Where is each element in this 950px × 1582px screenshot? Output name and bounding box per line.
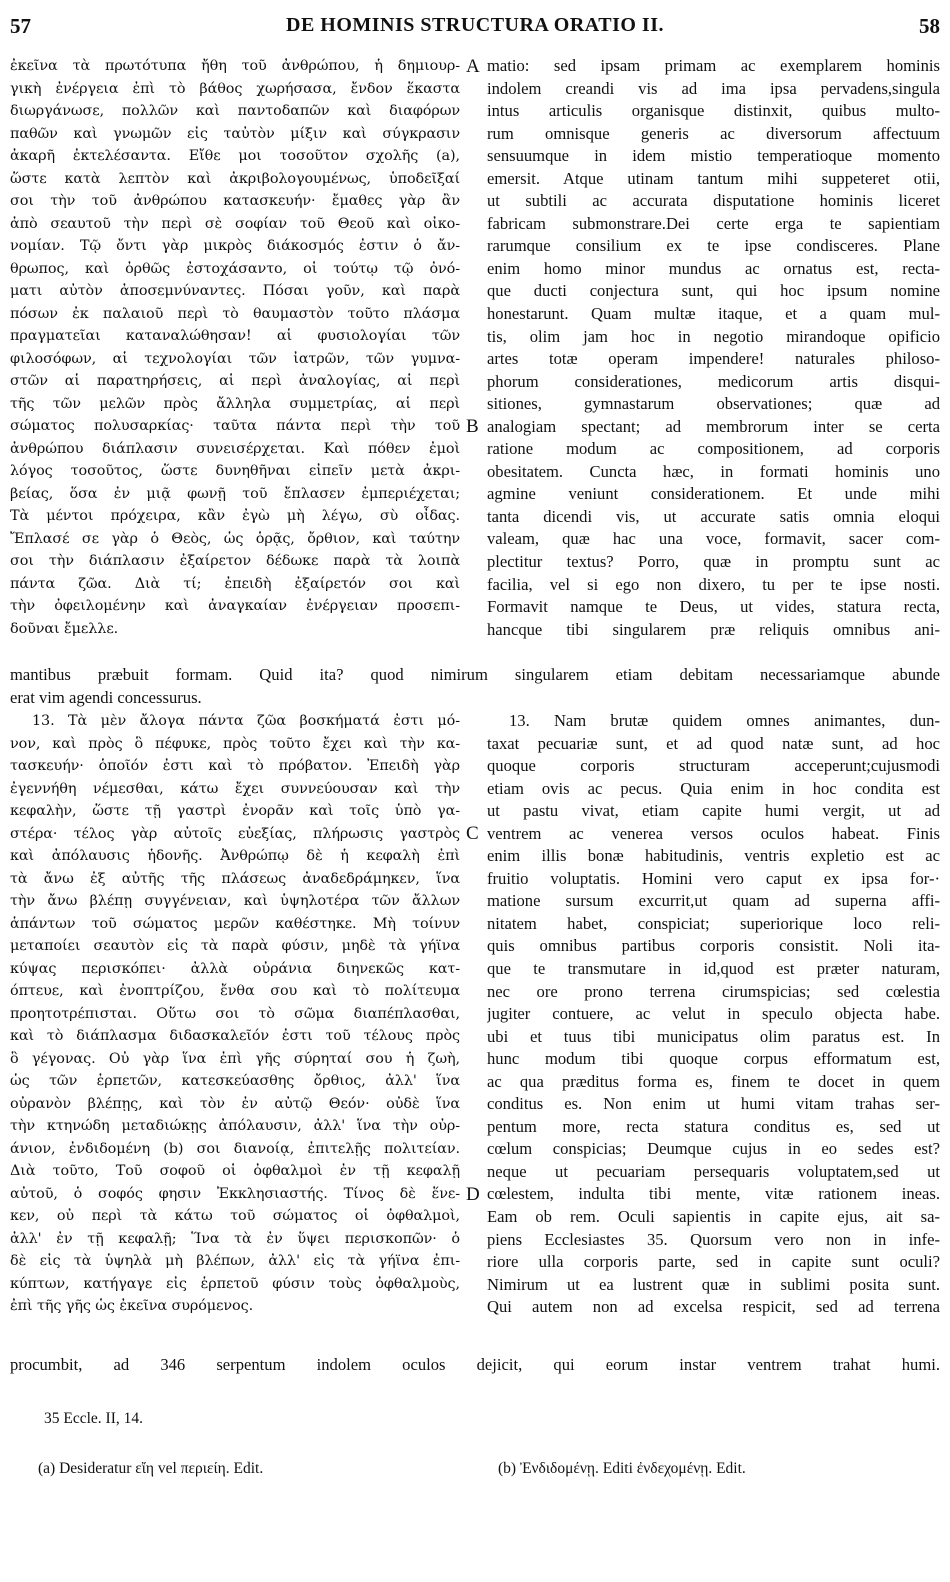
latin-bottom-line: nitatem habet, conspiciat; superiorique loco reli-: [487, 913, 940, 933]
footnote-b: (b) Ἐνδιδομένῃ. Editi ἐνδεχομένῃ. Edit.: [498, 1460, 746, 1477]
latin-top-line: intus articulis organisque distinxit, quibus multo-: [487, 101, 940, 121]
greek-bottom-line: τασκευήν· ὁποῖόν ἐστι καὶ τὸ πρόβατον. Ἐπειδὴ γὰρ: [10, 758, 460, 774]
latin-bottom-line: ventrem ac venerea versos oculos habeat. Finis: [487, 823, 940, 843]
latin-bottom-line: ut pastu vivat, etiam capite humi vergit, ut ad: [487, 801, 940, 821]
latin-top-line: que ducti conjectura sunt, qui hoc ipsum nomine: [487, 281, 940, 301]
latin-bottom-line: Qui autem non ad excelsa respicit, sed ad terrena: [487, 1297, 940, 1317]
greek-top-line: βείας, ὅσα ἐν μιᾷ φωνῇ τοῦ ἔπλασεν ἐμπεριέχεται;: [10, 485, 460, 502]
running-title: DE HOMINIS STRUCTURA ORATIO II.: [286, 14, 664, 36]
latin-top-line: sensuumque in idem mistio temperatioque momento: [487, 146, 940, 166]
footnote-a: (a) Desideratur εἴη vel περιείη. Edit.: [38, 1460, 264, 1477]
latin-bottom-line: jugiter contuere, ac velut in speculo objecta habe.: [487, 1004, 940, 1024]
greek-top-line: δοῦναι ἔμελλε.: [10, 620, 119, 637]
latin-top-line: emersit. Atque utinam tantum mihi suppeteret otii,: [487, 168, 940, 188]
latin-top-line: facilia, vel si ego non dixero, tu per te ipse nosti.: [487, 574, 940, 594]
greek-column-bottom: [10, 710, 460, 1318]
latin-top-line: analogiam spectant; ad membrorum inter se certa: [487, 416, 940, 436]
greek-bottom-line: άνιον, ἐνδιδομένη (b) σοι διανοίᾳ, ἐπιτελῇς πολιτείαν.: [10, 1140, 460, 1157]
right-page-number: 58: [919, 14, 940, 38]
greek-bottom-line: ὡς τῶν ἑρπετῶν, κατεσκεύασθης ὄρθιος, ἀλλ' ἵνα: [10, 1073, 460, 1089]
latin-bottom-line: cœlum conspicias; Deumque cujus in eo sedes est?: [487, 1139, 940, 1159]
full-width-closing-line: procumbit, ad 346 serpentum indolem oculos dejicit, qui eorum instar ventrem trahat humi.: [10, 1355, 940, 1374]
greek-top-line: πόσων ἐκ παλαιοῦ περὶ τὸ θαυμαστὸν τοῦτο πλάσμα: [10, 305, 460, 322]
greek-bottom-line: όπτευε, καὶ ἐνοπτρίζου, ἔνθα σου καὶ τὸ πολίτευμα: [10, 983, 460, 999]
greek-bottom-line: κύπτων, κατήγαγε εἰς ἑρπετοῦ φύσιν τοὺς ὀφθαλμοὺς,: [10, 1275, 460, 1292]
latin-bottom-line: nec ore prono terrena cirumspicias; sed cœlestia: [487, 981, 940, 1001]
greek-top-line: πάντα ζῶα. Διὰ τί; ἐπειδὴ ἐξαίρετόν σοι καὶ: [10, 575, 460, 592]
latin-top-line: honestarunt. Quam multæ itaque, et a quam mul-: [487, 304, 940, 324]
greek-bottom-line: μεταποίει σεαυτὸν εἰς τὰ παρὰ φύσιν, μηδὲ τὰ γήϊνα: [10, 938, 460, 954]
latin-bottom-line: pentum more, recta statura conditus es, sed ut: [487, 1116, 940, 1136]
margin-marker-c: C: [466, 823, 479, 844]
greek-top-line: σοι τὴν διάπλασιν ἐξαίρετον δέδωκε παρὰ τὰ λοιπὰ: [10, 553, 460, 569]
latin-bottom-line: hunc modum tibi quoque corpus efformatum est,: [487, 1049, 940, 1069]
latin-top-line: enim homo minor mundus ac ornatus est, recta-: [487, 258, 940, 278]
latin-top-line: valeam, quæ hac una voce, formavit, sacer com-: [487, 529, 940, 549]
greek-column-top: [10, 55, 460, 640]
latin-bottom-line: taxat pecuariæ sunt, et ad quod natæ sunt, ad hoc: [487, 733, 940, 753]
greek-top-line: σώματος πολυσαρκίας· ταῦτα πάντα περὶ τὴν τοῦ: [10, 418, 460, 434]
latin-bottom-line: cœlestem, indulta tibi mente, vitæ rationem ineas.: [487, 1184, 940, 1204]
greek-top-line: νομίαν. Τῷ ὄντι γὰρ μικρὸς διάκοσμός ἐστιν ὁ ἄν-: [10, 238, 460, 254]
latin-bottom-line: ubi et tuus tibi municipatus olim paratus est. In: [487, 1026, 940, 1046]
greek-top-line: φιλοσόφων, αἱ τεχνολογίαι τῶν ἰατρῶν, τῶν γυμνα-: [10, 350, 460, 367]
latin-top-line: obesitatem. Cuncta hæc, in formati hominis uno: [487, 461, 940, 481]
greek-top-line: ὥστε κατὰ λεπτὸν καὶ ἀκριβολογουμένως, ὑποδεῖξαί: [10, 170, 460, 187]
latin-bottom-line: conditus es. Non enim ut humi vitam trahas ser-: [487, 1094, 940, 1114]
greek-top-line: ἐκεῖνα τὰ πρωτότυπα ἤθη τοῦ ἀνθρώπου, ἡ δημιουρ-: [10, 58, 460, 74]
latin-top-line: matio: sed ipsam primam ac exemplarem hominis: [487, 56, 940, 75]
latin-top-line: indolem creandi vis ad ima ipsa pervadens,singula: [487, 78, 940, 98]
greek-top-line: ἀκαρῆ ἐκτελέσαντα. Εἴθε μοι τοσοῦτον σχολῆς (a),: [10, 148, 460, 164]
greek-bottom-line: καὶ τὸ διάπλασμα διδασκαλεῖόν ἐστι τοῦ τέλους πρὸς: [10, 1028, 460, 1044]
greek-bottom-line: ἁπάντων τοῦ σώματος μερῶν καθέστηκε. Μὴ τοίνυν: [10, 915, 460, 932]
latin-bottom-line: 13. Nam brutæ quidem omnes animantes, dun-: [509, 711, 940, 730]
greek-bottom-line: ἐγεννήθη νέμεσθαι, κάτω ἔχει συννεύουσαν καὶ τὴν: [10, 780, 460, 797]
latin-top-line: fabricam submonstrare.Dei certe erga te sapientiam: [487, 213, 940, 233]
greek-bottom-line: τὴν κτηνώδη μεταδιώκῃς ἀπόλαυσιν, ἀλλ' ἵνα τὴν οὐρ-: [10, 1118, 460, 1134]
margin-marker-a: A: [466, 56, 480, 77]
latin-bottom-line: enim illis bonæ habitudinis, ventris expletio est ac: [487, 846, 940, 866]
greek-bottom-line: προητοτρέπισται. Οὕτω σοι τὸ σῶμα διαπέπλασθαι,: [10, 1005, 460, 1022]
latin-top-line: tis, olim jam hoc in negotio mirandoque opificio: [487, 326, 940, 346]
latin-column-top: [487, 55, 940, 641]
latin-bottom-line: riore ulla corporis parte, sed in capite sunt oculi?: [487, 1252, 940, 1272]
latin-bottom-line: matione sursum excurrit,ut quam ad superna affi-: [487, 891, 940, 911]
left-page-number: 57: [10, 14, 31, 38]
greek-top-line: Ἔπλασέ σε γὰρ ὁ Θεὸς, ὡς ὁρᾷς, ὄρθιον, καὶ ταύτην: [10, 530, 460, 547]
latin-bottom-line: quis omnibus partibus corporis consistit. Noli ita-: [487, 936, 940, 956]
greek-bottom-line: 13. Τὰ μὲν ἄλογα πάντα ζῶα βοσκήματά ἐστι μό-: [32, 713, 460, 729]
latin-top-line: hancque tibi singularem præ reliquis omnibus ani-: [487, 619, 940, 639]
latin-bottom-line: fruitio voluptatis. Homini vero caput ex ipsa for-·: [487, 868, 940, 888]
greek-top-line: στῶν αἱ παρατηρήσεις, αἱ περὶ ἀναλογίας, αἱ περὶ: [10, 373, 460, 389]
greek-bottom-line: κεφαλὴν, ὥστε τῇ γαστρὶ ἐνορᾶν καὶ τοῖς ὑπὸ γα-: [10, 803, 460, 819]
latin-top-line: Formavit namque te Deus, ut vides, statura recta,: [487, 597, 940, 617]
full-width-line-1: mantibus præbuit formam. Quid ita? quod nimirum singularem etiam debitam necessariamque abunde: [10, 665, 940, 684]
greek-bottom-line: στέρα· τέλος γὰρ αὐτοῖς εὐεξίας, πλήρωσις γαστρὸς: [10, 825, 460, 842]
greek-top-line: λόγος τοσοῦτος, ὥστε δυνηθῆναι εἰπεῖν μετὰ ἀκρι-: [10, 463, 460, 479]
latin-bottom-line: Eam ob rem. Oculi sapientis in capite ejus, ait sa-: [487, 1207, 940, 1227]
latin-top-line: rum omnisque generis ac diversorum affectuum: [487, 123, 940, 143]
latin-bottom-line: piens Ecclesiastes 35. Quorsum vero non in infe-: [487, 1229, 940, 1249]
greek-top-line: θρωπος, καὶ ὀρθῶς ἐστοχάσαντο, οἱ τούτῳ τῷ ὀνό-: [10, 260, 460, 277]
latin-top-line: ut subtili ac accurata disputatione hominis liceret: [487, 191, 940, 211]
latin-top-line: phorum considerationes, medicorum artis disqui-: [487, 371, 940, 391]
latin-top-line: artes totæ operam impendere! naturales philoso-: [487, 349, 940, 369]
greek-top-line: ματι αὐτὸν ἀποσεμνύναντες. Πόσαι γοῦν, καὶ παρὰ: [10, 283, 460, 299]
greek-bottom-line: ὃ γέγονας. Οὐ γὰρ ἵνα ἐπὶ γῆς σύρηταί σου ἡ ζωὴ,: [10, 1050, 460, 1067]
greek-top-line: πραγματεῖαι καταναλώθησαν! αἱ φυσιολογίαι τῶν: [10, 328, 460, 344]
greek-top-line: Τὰ μέντοι πρόχειρα, κἂν ἐγὼ μὴ λέγω, σὺ οἶδας.: [10, 508, 460, 524]
greek-bottom-line: κεν, οὐ περὶ τὰ κάτω τοῦ σώματος οἱ ὀφθαλμοὶ,: [10, 1208, 460, 1224]
latin-bottom-line: ac qua præditus forma es, finem te docet in quem: [487, 1071, 940, 1091]
greek-top-line: σοι τὴν τοῦ ἀνθρώπου κατασκευήν· ἔμαθες γὰρ ἂν: [10, 193, 460, 209]
latin-bottom-line: neque ut pecuariam persequaris voluptatem,sed ut: [487, 1161, 940, 1181]
greek-bottom-line: νον, καὶ πρὸς ὃ πέφυκε, πρὸς τοῦτο ἔχει καὶ τὴν κα-: [10, 735, 460, 752]
greek-bottom-line: δὲ εἰς τὰ ὑψηλὰ μὴ βλέπων, ἀλλ' εἰς τὰ γήϊνα ἐπι-: [10, 1253, 460, 1269]
greek-bottom-line: κύψας περισκόπει· ἀλλὰ οὐράνια διηνεκῶς κατ-: [10, 960, 460, 977]
greek-top-line: τῆς τῶν μελῶν πρὸς ἄλληλα συμμετρίας, αἱ περὶ: [10, 395, 460, 412]
greek-bottom-line: οὐρανὸν βλέπῃς, καὶ τὸν ἐν αὐτῷ Θεόν· οὐδὲ ἵνα: [10, 1095, 460, 1112]
greek-bottom-line: καὶ ἀπόλαυσις ἡδονῆς. Ἀνθρώπῳ δὲ ἡ κεφαλὴ ἐπὶ: [10, 848, 460, 864]
greek-top-line: τὴν ὀφειλομένην καὶ ἀναγκαίαν ἐνέργειαν προσεπι-: [10, 598, 460, 614]
latin-bottom-line: etiam ovis ac pecus. Quia enim in hoc condita est: [487, 778, 940, 798]
greek-bottom-line: ἀλλ' ἐν τῇ κεφαλῇ; Ἵνα τὰ ἐν ὕψει περισκοπῶν· ὁ: [10, 1230, 460, 1247]
latin-top-line: sitiones, gymnastarum observationes; quæ ad: [487, 394, 940, 414]
latin-top-line: agmine veniunt considerationem. Et unde mihi: [487, 484, 940, 504]
page-header: [10, 14, 940, 44]
greek-top-line: παθῶν καὶ γνωμῶν εἰς ταὐτὸν μίξιν καὶ σύγκρασιν: [10, 125, 460, 142]
greek-bottom-line: Διὰ τοῦτο, Τοῦ σοφοῦ οἱ ὀφθαλμοὶ ἐν τῇ κεφαλῇ: [10, 1163, 460, 1179]
latin-top-line: plectitur textus? Porro, quæ in promptu sunt ac: [487, 552, 940, 572]
greek-top-line: γικὴ ἐνέργεια ἐπὶ τὸ βάθος χωρήσασα, ἔνδον ἕκαστα: [10, 80, 460, 97]
latin-column-bottom: [487, 710, 940, 1319]
greek-bottom-line: αὐτοῦ, ὁ σοφός φησιν Ἐκκλησιαστής. Τίνος δὲ ἕνε-: [10, 1185, 460, 1202]
margin-marker-b: B: [466, 416, 479, 437]
greek-top-line: ἀνθρώπου διάπλασιν συνεισέρχεται. Καὶ πόθεν ἐμοὶ: [10, 440, 460, 457]
greek-bottom-line: τὴν ἄνω βλέπῃ συγγένειαν, καὶ ὑψηλοτέρα τῶν ἄλλων: [10, 893, 460, 909]
latin-top-line: ratione modum ac compositionem, ad corporis: [487, 439, 940, 459]
latin-top-line: tanta dicendi vis, ut accurate satis omnia eloqui: [487, 506, 940, 526]
full-width-line-2: erat vim agendi concessurus.: [10, 688, 202, 707]
greek-bottom-line: τὰ ἄνω ἐξ αὐτῆς τῆς πλάσεως ἀναδεδράμηκεν, ἵνα: [10, 870, 460, 887]
greek-top-line: διωργάνωσε, πολλῶν καὶ παντοδαπῶν καὶ διαφόρων: [10, 103, 460, 119]
footnote-reference: 35 Eccle. II, 14.: [44, 1410, 143, 1427]
latin-top-line: rarumque consilium ex te ipse condisceres. Plane: [487, 236, 940, 256]
greek-top-line: ἀπὸ σεαυτοῦ τὴν περὶ σὲ σοφίαν τοῦ Θεοῦ καὶ οἰκο-: [10, 215, 460, 232]
margin-marker-d: D: [466, 1184, 480, 1205]
greek-bottom-line: ἐπὶ τῆς γῆς ὡς ἐκεῖνα συρόμενος.: [10, 1298, 254, 1314]
latin-bottom-line: Nimirum ut ea lustrent quæ in sublimi posita sunt.: [487, 1274, 940, 1294]
latin-bottom-line: que te transmutare in id,quod est præter naturam,: [487, 959, 940, 979]
latin-bottom-line: quoque corporis structuram acceperunt;cujusmodi: [487, 756, 940, 776]
